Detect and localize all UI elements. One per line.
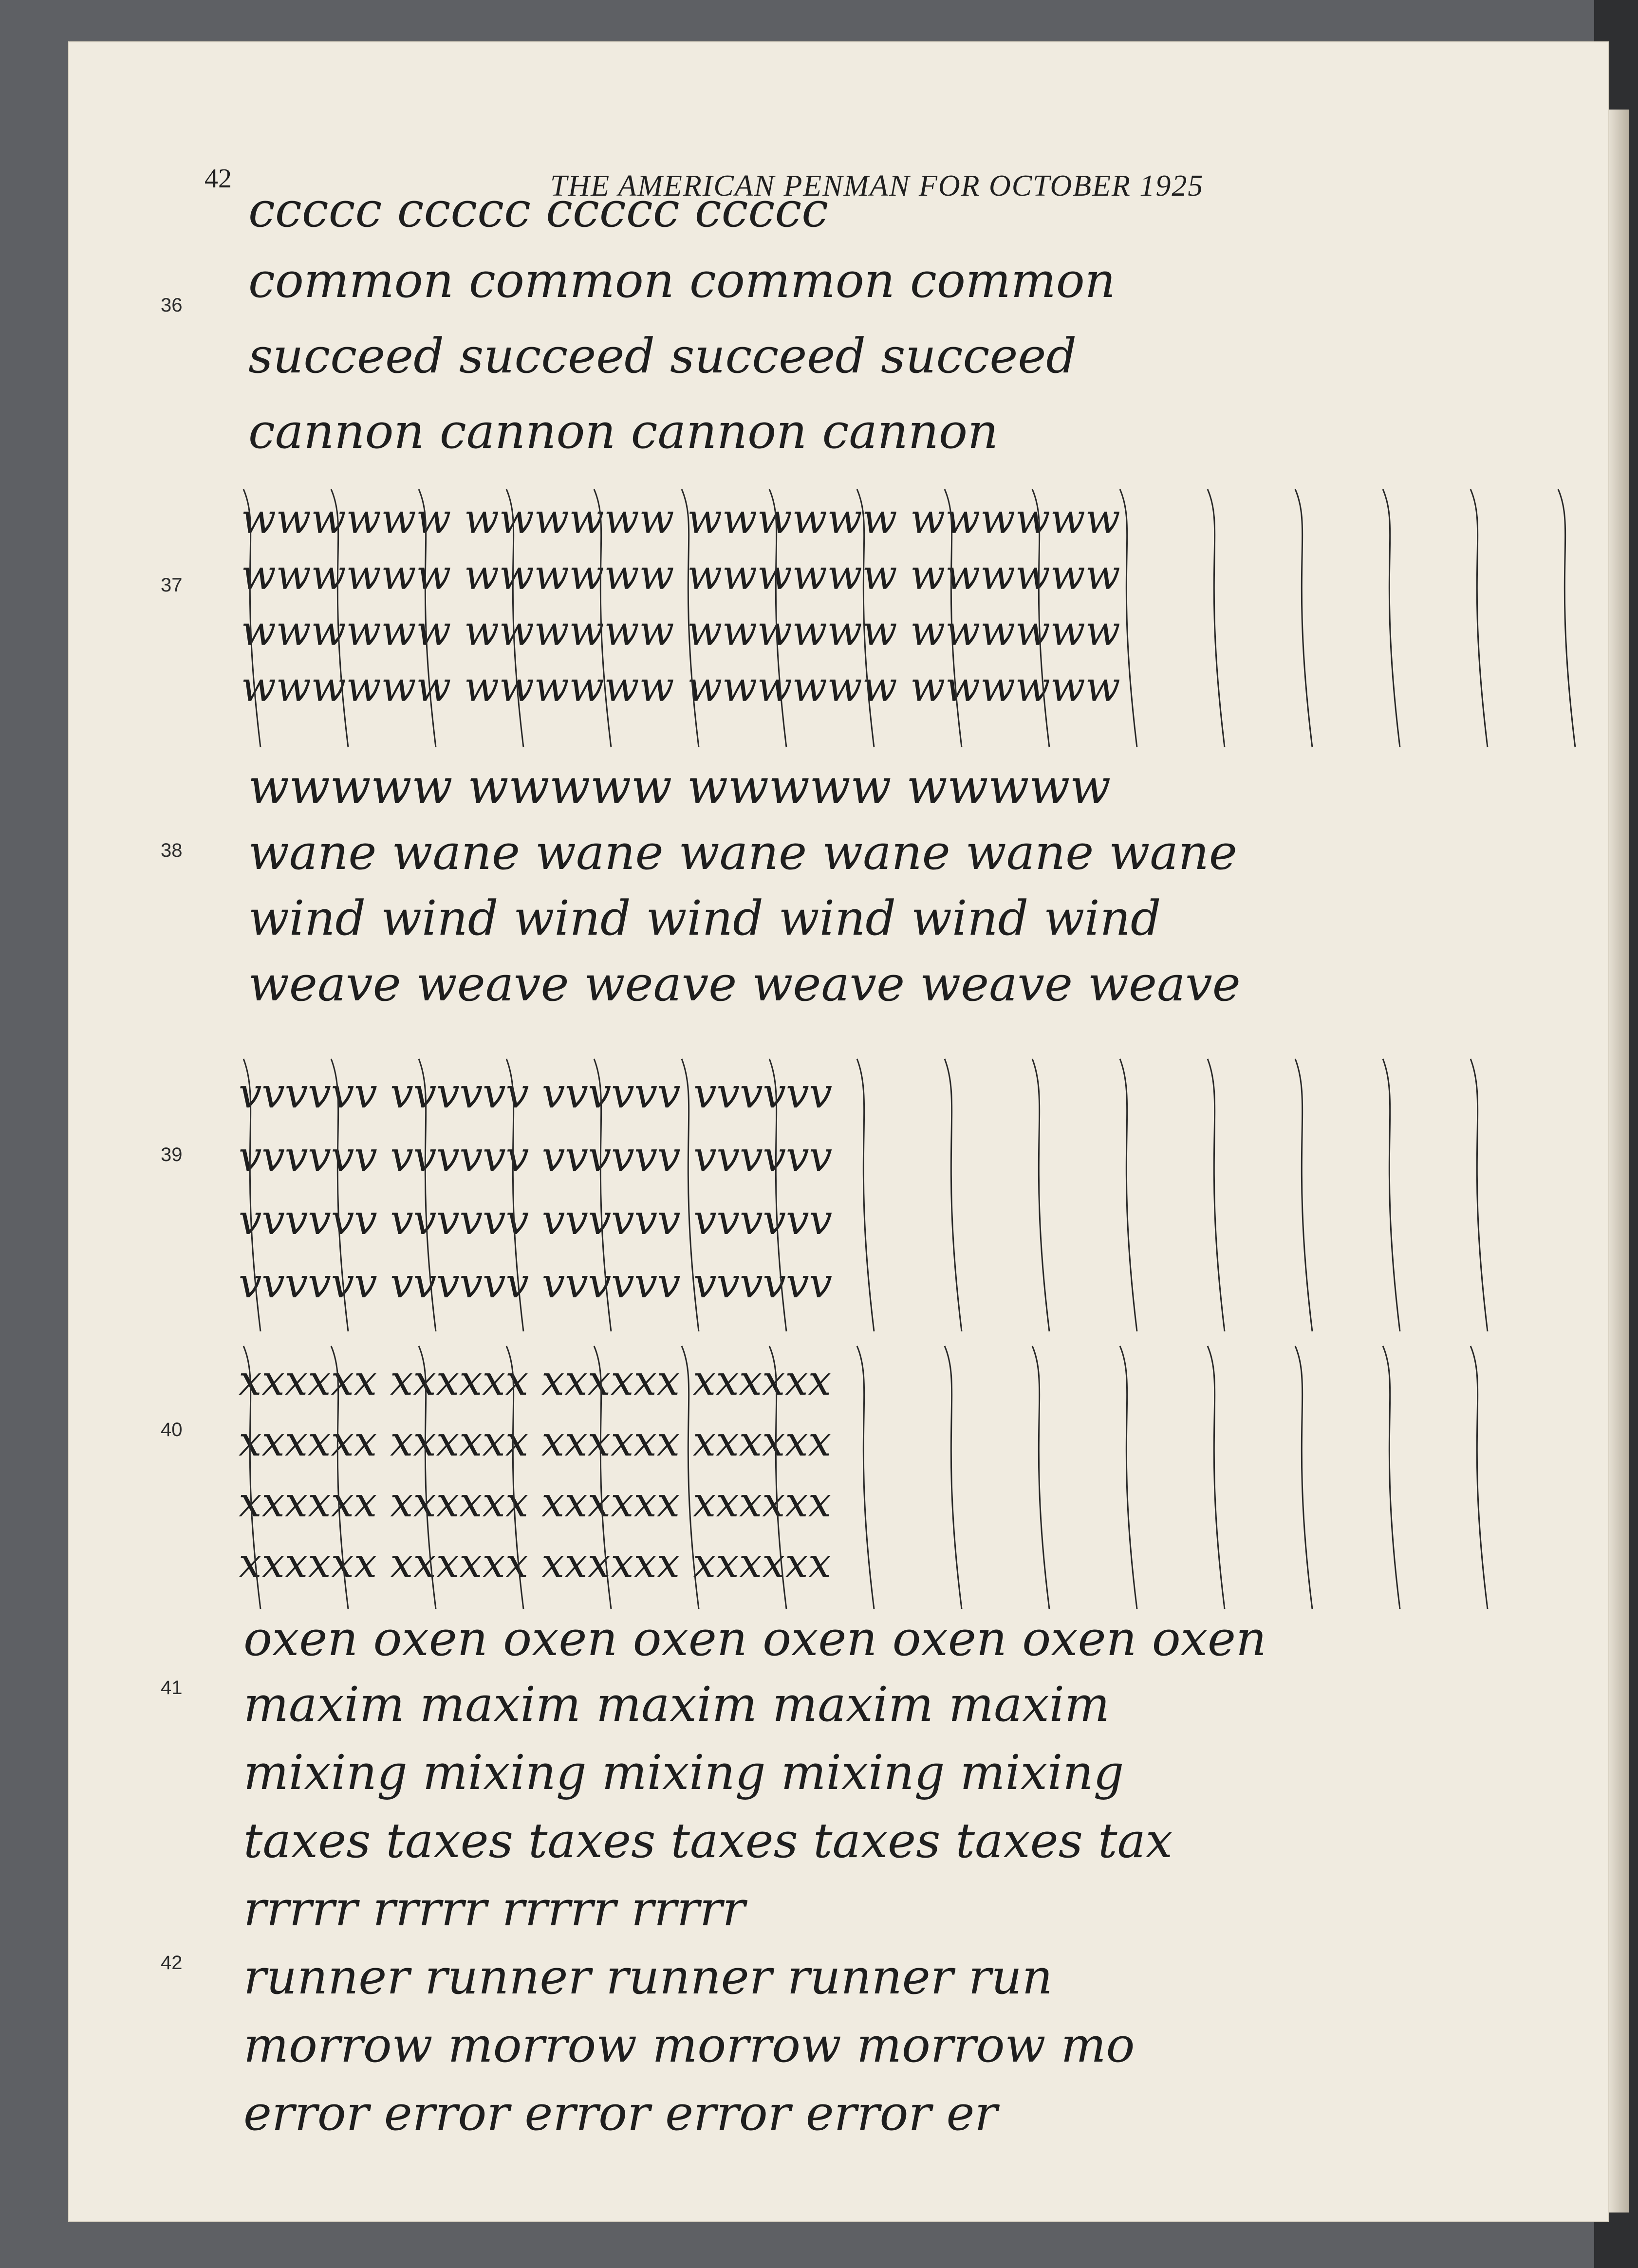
page-spine-shadow [1609, 110, 1629, 2213]
drill-loop [1120, 489, 1137, 747]
drill-loop [1295, 1059, 1312, 1331]
exercise-41 [243, 1611, 1266, 1869]
script-line: wane wane wane wane wane wane wane [248, 825, 1237, 881]
script-line: cannon cannon cannon cannon [248, 404, 999, 460]
drill-loop [1208, 1059, 1225, 1331]
handwriting-svg [68, 41, 1609, 2222]
drill-loop [857, 1346, 874, 1609]
drill-loop [1208, 1346, 1225, 1609]
script-line: mixing mixing mixing mixing mixing [243, 1745, 1124, 1801]
drill-row: wwwwww wwwwww wwwwww wwwwww [241, 495, 1120, 543]
script-line: morrow morrow morrow morrow mo [243, 2018, 1135, 2073]
exercise-36 [248, 183, 1116, 460]
page-sheet [68, 41, 1609, 2222]
drill-loop [1032, 1346, 1049, 1609]
script-line: ccccc ccccc ccccc ccccc [248, 183, 829, 238]
drill-loop [1383, 1346, 1400, 1609]
drill-row: xxxxxx xxxxxx xxxxxx xxxxxx [239, 1478, 832, 1526]
lesson-label-37: 37 [161, 574, 183, 596]
script-line: wwwww wwwww wwwww wwwww [248, 759, 1111, 815]
script-line: succeed succeed succeed succeed [248, 329, 1077, 384]
drill-loop [1295, 1346, 1312, 1609]
page-number: 42 [205, 164, 232, 194]
script-line: rrrrr rrrrr rrrrr rrrrr [243, 1881, 745, 1937]
drill-loop [1208, 489, 1225, 747]
drill-loop [1295, 489, 1312, 747]
exercise-37 [241, 489, 1575, 747]
exercise-38 [248, 759, 1241, 1012]
lesson-label-39: 39 [161, 1144, 183, 1165]
exercise-40 [239, 1346, 1488, 1609]
drill-row: wwwwww wwwwww wwwwww wwwwww [241, 551, 1120, 599]
drill-loop [1470, 1346, 1488, 1609]
drill-row: vvvvvv vvvvvv vvvvvv vvvvvv [239, 1069, 833, 1117]
script-line: wind wind wind wind wind wind wind [248, 891, 1161, 946]
lesson-label-41: 41 [161, 1677, 183, 1698]
drill-loop [1558, 489, 1575, 747]
drill-row: xxxxxx xxxxxx xxxxxx xxxxxx [239, 1539, 832, 1587]
lesson-label-38: 38 [161, 840, 183, 861]
script-line: maxim maxim maxim maxim maxim [243, 1677, 1110, 1733]
script-line: taxes taxes taxes taxes taxes taxes tax [243, 1813, 1173, 1869]
drill-row: vvvvvv vvvvvv vvvvvv vvvvvv [239, 1133, 833, 1180]
exercise-42 [243, 1881, 1135, 2141]
running-head: THE AMERICAN PENMAN FOR OCTOBER 1925 [550, 169, 1204, 203]
drill-row: wwwwww wwwwww wwwwww wwwwww [241, 663, 1120, 711]
drill-row: vvvvvv vvvvvv vvvvvv vvvvvv [239, 1196, 833, 1244]
drill-loop [1032, 1059, 1049, 1331]
drill-loop [1470, 1059, 1488, 1331]
script-line: error error error error error er [243, 2086, 998, 2141]
script-line: common common common common [248, 253, 1116, 309]
drill-loop [1120, 1346, 1137, 1609]
drill-loop [1383, 489, 1400, 747]
drill-loop [1383, 1059, 1400, 1331]
script-line: weave weave weave weave weave weave [248, 957, 1241, 1012]
drill-row: wwwwww wwwwww wwwwww wwwwww [241, 607, 1120, 655]
exercise-39 [239, 1059, 1488, 1331]
drill-loop [857, 1059, 874, 1331]
drill-row: xxxxxx xxxxxx xxxxxx xxxxxx [239, 1357, 832, 1404]
drill-loop [945, 1346, 962, 1609]
script-line: oxen oxen oxen oxen oxen oxen oxen oxen [243, 1611, 1267, 1667]
drill-row: xxxxxx xxxxxx xxxxxx xxxxxx [239, 1418, 832, 1465]
drill-row: vvvvvv vvvvvv vvvvvv vvvvvv [239, 1259, 833, 1307]
drill-loop [1120, 1059, 1137, 1331]
drill-loop [945, 1059, 962, 1331]
lesson-label-40: 40 [161, 1419, 183, 1440]
drill-loop [1470, 489, 1488, 747]
lesson-label-36: 36 [161, 295, 183, 316]
script-line: runner runner runner runner run [243, 1950, 1053, 2005]
handwriting-exercises [68, 41, 1609, 2222]
lesson-label-42: 42 [161, 1952, 183, 1973]
